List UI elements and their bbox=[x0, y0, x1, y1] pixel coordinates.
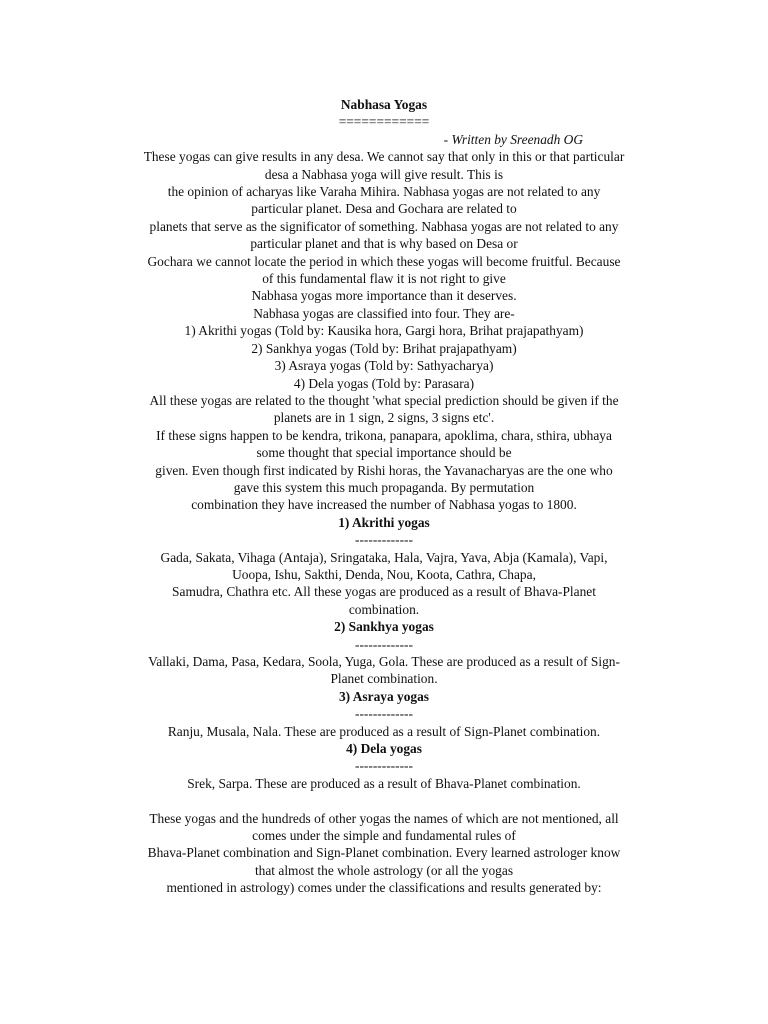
classification-item: 3) Asraya yogas (Told by: Sathyacharya) bbox=[274, 358, 494, 374]
text-line: that almost the whole astrology (or all the yogas bbox=[254, 862, 514, 878]
closing-paragraph bbox=[100, 810, 668, 897]
text-line: All these yogas are related to the thought 'what special prediction should be given if the bbox=[149, 392, 619, 408]
text-line: Ranju, Musala, Nala. These are produced as a result of Sign-Planet combination. bbox=[167, 723, 601, 739]
text-line: Srek, Sarpa. These are produced as a result of Bhava-Planet combination. bbox=[187, 775, 581, 791]
section-heading: 4) Dela yogas bbox=[346, 741, 422, 757]
classification-item: 2) Sankhya yogas (Told by: Brihat prajapathyam) bbox=[251, 340, 517, 356]
section-rule: ------------- bbox=[355, 706, 413, 722]
section-heading: 2) Sankhya yogas bbox=[334, 619, 434, 635]
text-line: These yogas and the hundreds of other yogas the names of which are not mentioned, all bbox=[149, 810, 619, 826]
title-rule: ============ bbox=[338, 114, 430, 130]
text-line: Samudra, Chathra etc. All these yogas are produced as a result of Bhava-Planet bbox=[172, 584, 596, 600]
intro-paragraph bbox=[100, 148, 668, 514]
text-line: desa a Nabhasa yoga will give result. This is bbox=[264, 166, 504, 182]
text-line: If these signs happen to be kendra, trikona, panapara, apoklima, chara, sthira, ubhaya bbox=[156, 427, 612, 443]
paragraph-spacer bbox=[100, 792, 668, 809]
text-line: Nabhasa yogas more importance than it deserves. bbox=[251, 288, 517, 304]
text-line: of this fundamental flaw it is not right to give bbox=[262, 271, 506, 287]
classification-item: 4) Dela yogas (Told by: Parasara) bbox=[293, 375, 475, 391]
section-sankhya-yogas bbox=[100, 618, 668, 688]
text-line: mentioned in astrology) comes under the classifications and results generated by: bbox=[166, 880, 602, 896]
text-line: particular planet and that is why based on Desa or bbox=[250, 236, 518, 252]
section-akrithi-yogas bbox=[100, 514, 668, 618]
section-rule: ------------- bbox=[355, 758, 413, 774]
text-line: Planet combination. bbox=[330, 671, 438, 687]
text-line: These yogas can give results in any desa. We cannot say that only in this or that particular bbox=[143, 149, 625, 165]
text-line: Uoopa, Ishu, Sakthi, Denda, Nou, Koota, Cathra, Chapa, bbox=[232, 566, 536, 582]
document-body bbox=[100, 96, 668, 897]
document-title: Nabhasa Yogas bbox=[340, 97, 428, 112]
text-line: particular planet. Desa and Gochara are related to bbox=[251, 201, 517, 217]
section-rule: ------------- bbox=[355, 636, 413, 652]
text-line: the opinion of acharyas like Varaha Mihira. Nabhasa yogas are not related to any bbox=[167, 184, 601, 200]
section-heading: 1) Akrithi yogas bbox=[338, 514, 430, 530]
text-line: Gochara we cannot locate the period in which these yogas will become fruitful. Because bbox=[147, 253, 621, 269]
text-line: combination. bbox=[348, 601, 420, 617]
author-byline: - Written by Sreenadh OG bbox=[443, 131, 583, 147]
section-asraya-yogas bbox=[100, 688, 668, 740]
text-line: Nabhasa yogas are classified into four. They are- bbox=[253, 305, 515, 321]
text-line: gave this system this much propaganda. By permutation bbox=[233, 479, 535, 495]
text-line: planets are in 1 sign, 2 signs, 3 signs etc'. bbox=[273, 410, 495, 426]
section-rule: ------------- bbox=[355, 532, 413, 548]
section-heading: 3) Asraya yogas bbox=[338, 688, 429, 704]
text-line: given. Even though first indicated by Rishi horas, the Yavanacharyas are the one who bbox=[155, 462, 613, 478]
text-line: Bhava-Planet combination and Sign-Planet combination. Every learned astrologer know bbox=[147, 845, 621, 861]
text-line: Gada, Sakata, Vihaga (Antaja), Sringataka, Hala, Vajra, Yava, Abja (Kamala), Vapi, bbox=[160, 549, 608, 565]
text-line: combination they have increased the number of Nabhasa yogas to 1800. bbox=[191, 497, 577, 513]
text-line: planets that serve as the significator of something. Nabhasa yogas are not related to any bbox=[149, 218, 619, 234]
section-dela-yogas bbox=[100, 740, 668, 792]
text-line: some thought that special importance should be bbox=[256, 445, 512, 461]
text-line: comes under the simple and fundamental rules of bbox=[252, 828, 516, 844]
text-line: Vallaki, Dama, Pasa, Kedara, Soola, Yuga, Gola. These are produced as a result of Sign- bbox=[148, 654, 620, 669]
classification-item: 1) Akrithi yogas (Told by: Kausika hora, Gargi hora, Brihat prajapathyam) bbox=[184, 323, 584, 339]
